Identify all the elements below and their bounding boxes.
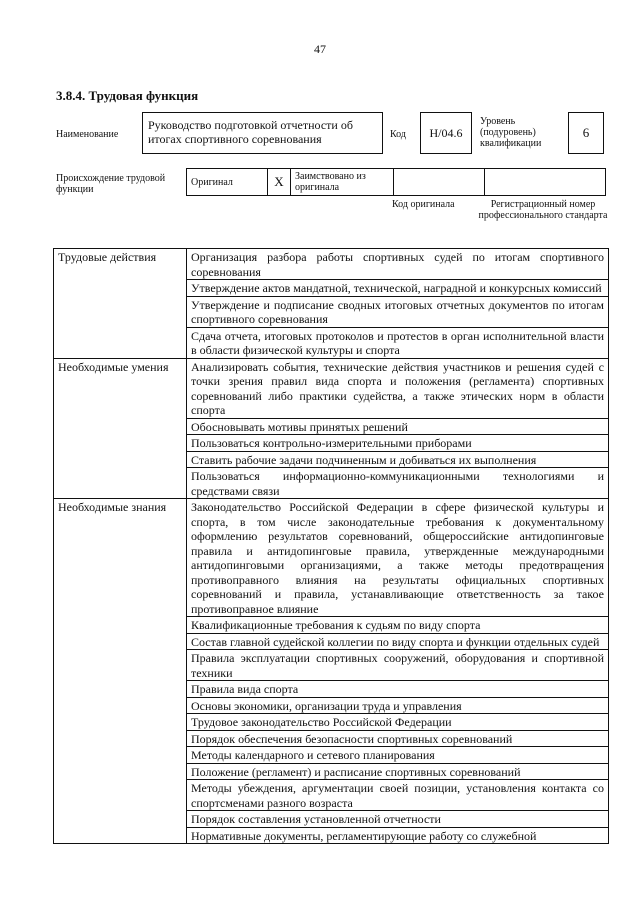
table-item: Порядок составления установленной отчетности (187, 811, 609, 828)
table-item: Основы экономики, организации труда и управления (187, 697, 609, 714)
required-skills-category: Необходимые умения (54, 358, 187, 499)
table-item: Состав главной судейской коллегии по виду спорта и функции отдельных судей (187, 633, 609, 650)
labor-actions-category: Трудовые действия (54, 249, 187, 359)
table-item: Пользоваться контрольно-измерительными приборами (187, 435, 609, 452)
table-row (54, 249, 609, 280)
table-item: Ставить рабочие задачи подчиненным и добиваться их выполнения (187, 451, 609, 468)
table-item: Правила вида спорта (187, 681, 609, 698)
table-item: Законодательство Российской Федерации в сфере физической культуры и спорта, в том числе законодательные требования к документальному оформлению результатов соревнований, общероссийские антидопинговые правила и антидопинговые правила, утвержденные международными антидопинговыми организациями, а также методы предотвращения противоправного влияния на результаты официальных спортивных соревнований и правила, устанавливающие ответственность за такое противоправное влияние (187, 499, 609, 617)
name-label: Наименование (56, 129, 119, 140)
required-knowledge-category: Необходимые знания (54, 499, 187, 844)
code-label: Код (390, 129, 406, 140)
table-item: Утверждение и подписание сводных итоговых отчетных документов по итогам спортивного соревнования (187, 296, 609, 327)
table-item: Сдача отчета, итоговых протоколов и протестов в орган исполнительной власти в области физической культуры и спорта (187, 327, 609, 358)
original-mark: X (268, 169, 291, 196)
table-item: Организация разбора работы спортивных судей по итогам спортивного соревнования (187, 249, 609, 280)
table-item: Пользоваться информационно-коммуникационными технологиями и средствами связи (187, 468, 609, 499)
labor-function-table (53, 248, 609, 844)
original-code-cell (394, 169, 485, 196)
level-label: Уровень (подуровень) квалификации (480, 116, 542, 149)
table-item: Утверждение актов мандатной, технической, наградной и конкурсных комиссий (187, 280, 609, 297)
level-value: 6 (582, 125, 590, 140)
borrowed-option-label: Заимствовано из оригинала (291, 169, 394, 196)
section-heading: 3.8.4. Трудовая функция (56, 88, 199, 103)
table-item: Методы убеждения, аргументации своей позиции, установления контакта со спортсменами разного возраста (187, 780, 609, 811)
table-item: Порядок обеспечения безопасности спортивных соревнований (187, 730, 609, 747)
table-row (54, 358, 609, 418)
table-item: Трудовое законодательство Российской Федерации (187, 714, 609, 731)
table-item: Нормативные документы, регламентирующие работу со служебной (187, 827, 609, 844)
labor-function-table-body (54, 249, 609, 844)
name-value-box (142, 112, 383, 154)
page-number: 47 (314, 42, 326, 56)
code-value-box (420, 112, 472, 154)
registration-number-caption: Регистрационный номер профессионального стандарта (478, 199, 608, 221)
table-item: Методы календарного и сетевого планирования (187, 747, 609, 764)
code-value: Н/04.6 (429, 125, 463, 140)
table-item: Положение (регламент) и расписание спортивных соревнований (187, 763, 609, 780)
origin-table (186, 168, 606, 196)
table-item: Обосновывать мотивы принятых решений (187, 418, 609, 435)
table-row (54, 499, 609, 617)
table-item: Анализировать события, технические действия участников и решения судей с точки зрения правил вида спорта и положения (регламента) спортивных соревнований либо практики судейства, а также этических норм в области спорта (187, 358, 609, 418)
name-value: Руководство подготовкой отчетности об итогах спортивного соревнования (148, 118, 353, 146)
original-code-caption: Код оригинала (392, 199, 455, 210)
original-option-label: Оригинал (187, 169, 268, 196)
table-item: Квалификационные требования к судьям по виду спорта (187, 617, 609, 634)
level-value-box (568, 112, 604, 154)
registration-number-cell (485, 169, 606, 196)
origin-label: Происхождение трудовой функции (56, 173, 166, 195)
table-item: Правила эксплуатации спортивных сооружений, оборудования и спортивной техники (187, 650, 609, 681)
